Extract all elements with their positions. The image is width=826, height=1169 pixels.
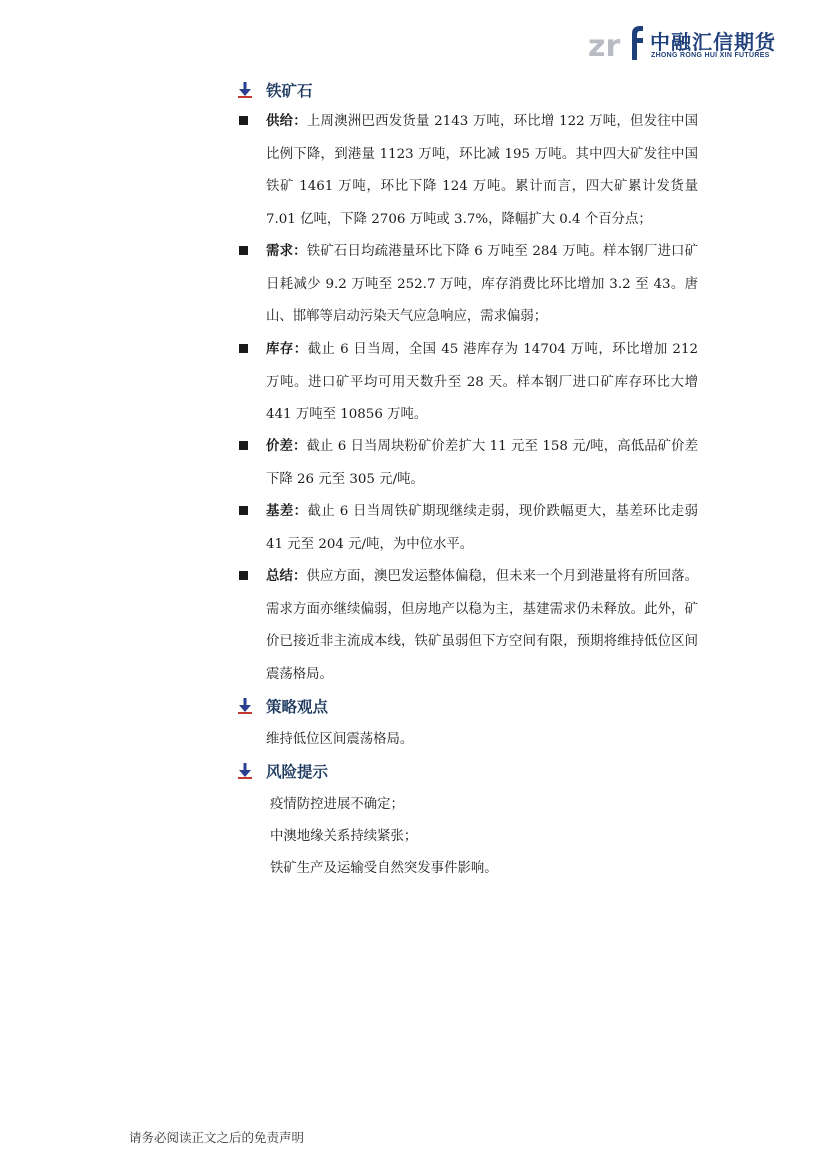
square-bullet-icon: [239, 344, 248, 353]
logo-english-name: ZHONG RONG HUI XIN FUTURES: [651, 52, 770, 59]
list-item-demand: [238, 236, 698, 334]
footer-disclaimer: 请务必阅读正文之后的免责声明: [129, 1130, 305, 1145]
item-body: 铁矿石日均疏港量环比下降 6 万吨至 284 万吨。样本钢厂进口矿日耗减少 9.2 万吨至 252.7 万吨，库存消费比环比增加 3.2 至 43。唐山、邯郸等启动污染天气应急响应，需求偏弱；: [266, 244, 698, 324]
item-label: 基差：: [266, 504, 308, 519]
item-paragraph: [266, 496, 698, 561]
list-item-spread: [238, 431, 698, 496]
strategy-text: 维持低位区间震荡格局。: [266, 732, 414, 747]
item-label: 总结：: [266, 569, 307, 584]
list-item-inventory: [238, 334, 698, 432]
square-bullet-icon: [239, 506, 248, 515]
square-bullet-icon: [239, 116, 248, 125]
item-label: 价差：: [266, 439, 307, 454]
item-paragraph: [266, 106, 698, 236]
list-item-basis: [238, 496, 698, 561]
square-bullet-icon: [239, 246, 248, 255]
item-paragraph: [266, 236, 698, 334]
risk-item: 疫情防控进展不确定；: [270, 797, 404, 812]
item-body: 供应方面，澳巴发运整体偏稳，但未来一个月到港量将有所回落。需求方面亦继续偏弱，但房地产以稳为主，基建需求仍未释放。此外，矿价已接近非主流成本线，铁矿虽弱但下方空间有限，预期将维持低位区间震荡格局。: [266, 569, 699, 682]
svg-text:zr: zr: [588, 29, 621, 62]
company-logo: [588, 22, 778, 64]
section-heading-risk: [238, 759, 328, 783]
item-paragraph: [266, 431, 698, 496]
arrow-bullet-icon: [238, 698, 252, 714]
logo-chinese-name: 中融汇信期货: [650, 30, 776, 54]
item-label: 供给：: [266, 114, 307, 129]
arrow-bullet-icon: [238, 82, 252, 98]
risk-item: 铁矿生产及运输受自然突发事件影响。: [270, 861, 498, 876]
risk-item: 中澳地缘关系持续紧张；: [270, 829, 418, 844]
square-bullet-icon: [239, 441, 248, 450]
list-item-summary: [238, 561, 698, 691]
section-title: 策略观点: [266, 698, 329, 716]
arrow-bullet-icon: [238, 763, 252, 779]
list-item-supply: [238, 106, 698, 236]
item-paragraph: [266, 334, 698, 432]
section-heading-iron-ore: [238, 78, 313, 102]
item-body: 截止 6 日当周块粉矿价差扩大 11 元至 158 元/吨，高低品矿价差下降 26 元至 305 元/吨。: [266, 439, 699, 487]
item-paragraph: [266, 561, 698, 691]
square-bullet-icon: [239, 571, 248, 580]
item-label: 库存：: [266, 342, 308, 357]
item-body: 截止 6 日当周铁矿期现继续走弱，现价跌幅更大，基差环比走弱 41 元至 204 元/吨，为中位水平。: [266, 504, 699, 552]
item-label: 需求：: [266, 244, 307, 259]
section-title: 风险提示: [266, 763, 329, 781]
item-body: 上周澳洲巴西发货量 2143 万吨，环比增 122 万吨，但发往中国比例下降，到港量 1123 万吨，环比减 195 万吨。其中四大矿发往中国铁矿 1461 万吨，环比下降 124 万吨。累计而言，四大矿累计发货量 7.01 亿吨，下降 2706 万吨或 3.7%，降幅扩大 0.4 个百分点；: [266, 114, 698, 227]
zrf-logo-mark-icon: [588, 22, 644, 62]
item-body: 截止 6 日当周，全国 45 港库存为 14704 万吨，环比增加 212 万吨。进口矿平均可用天数升至 28 天。样本钢厂进口矿库存环比大增 441 万吨至 10856 万吨。: [266, 342, 698, 422]
section-heading-strategy: [238, 694, 328, 718]
section-title: 铁矿石: [266, 82, 313, 100]
